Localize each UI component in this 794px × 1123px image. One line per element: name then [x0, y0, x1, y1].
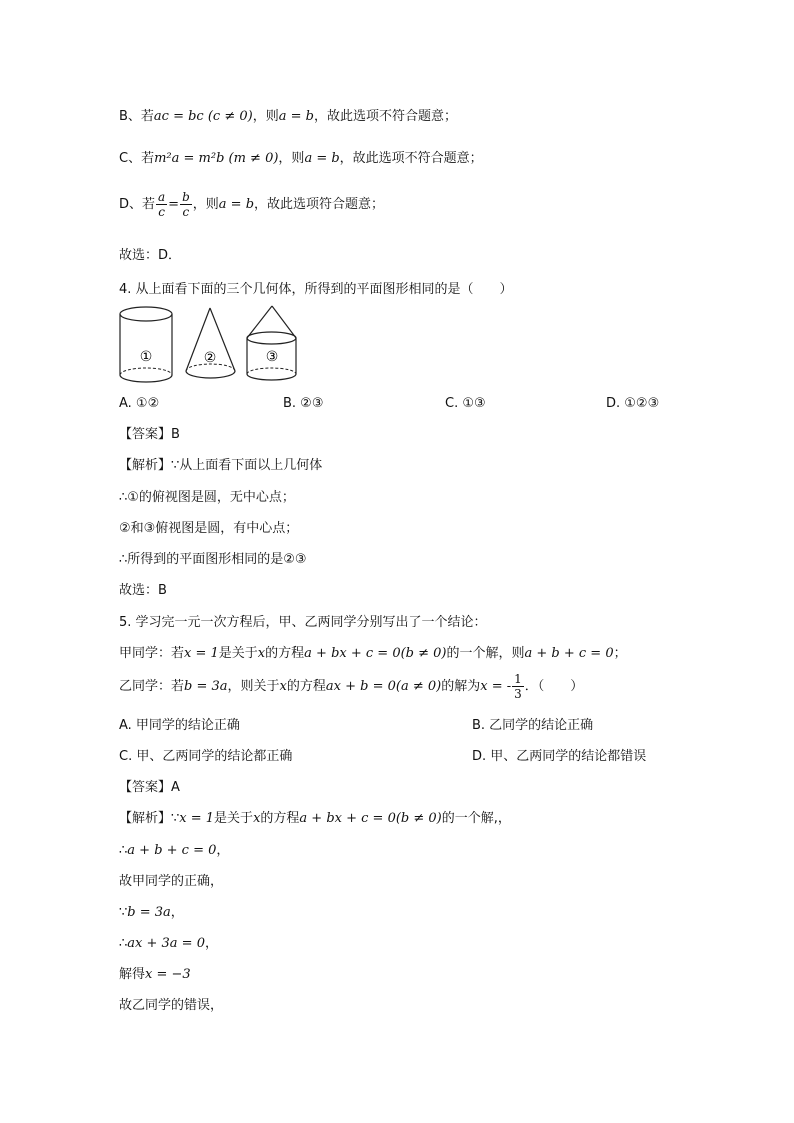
math: x = 1 — [184, 646, 219, 661]
math-result: a = b — [304, 151, 340, 166]
math-equation: m²a = m²b (m ≠ 0) — [154, 151, 279, 166]
text: ，则 — [252, 109, 279, 124]
q5-step-2: 故甲同学的正确， — [119, 874, 224, 889]
q5-step-3 — [119, 904, 184, 922]
math-result: a + b + c = 0 — [524, 646, 614, 661]
text: C、若 — [119, 151, 155, 166]
numerator: b — [182, 190, 190, 204]
text: ，则 — [192, 197, 219, 212]
denominator: 3 — [514, 687, 522, 701]
q4-answer: 【答案】B — [119, 427, 180, 442]
shape-label-3: ③ — [265, 349, 279, 365]
q4-figure — [112, 302, 312, 388]
q5-option-a: A. 甲同学的结论正确 — [119, 718, 240, 733]
equals-sign: = — [168, 197, 180, 212]
option-d-line — [119, 190, 384, 220]
q4-step-3: ∴所得到的平面图形相同的是②③ — [119, 552, 307, 567]
math-equation: ax + 3a = 0 — [127, 936, 205, 951]
cylinder-shape — [120, 307, 172, 382]
q5-answer: 【答案】A — [119, 780, 180, 795]
fraction-one-third — [512, 672, 524, 701]
q4-step-2: ②和③俯视图是圆，有中心点； — [119, 521, 299, 536]
text: ，则 — [278, 151, 305, 166]
q4-step-1: ∴①的俯视图是圆，无中心点； — [119, 490, 295, 505]
conclusion-3: 故选：D． — [119, 248, 182, 263]
text: ，故此选项不符合题意； — [339, 151, 483, 166]
math: b = 3a — [184, 679, 228, 694]
text: 的一个解,， — [441, 811, 511, 826]
text: 解得 — [119, 967, 146, 982]
text: ， — [170, 905, 184, 920]
text: ， — [216, 843, 230, 858]
option-c-line — [119, 150, 483, 168]
math-result: a = b — [218, 197, 255, 212]
fraction-a-over-c — [156, 190, 167, 219]
text: 是关于 — [218, 646, 258, 661]
q5-step-5 — [119, 966, 191, 984]
denominator: c — [182, 205, 190, 219]
math-equation: ac = bc (c ≠ 0) — [153, 109, 253, 124]
q5-step-4 — [119, 935, 218, 953]
q5-stem: 5. 学习完一元一次方程后，甲、乙两同学分别写出了一个结论： — [119, 615, 487, 630]
math: x — [279, 679, 287, 694]
q5-yi-statement — [119, 672, 583, 702]
q5-analysis — [119, 810, 511, 828]
math: x — [257, 646, 266, 661]
text: D、若 — [119, 197, 156, 212]
q4-option-d: D. ①②③ — [606, 396, 660, 411]
math-equation: a + bx + c = 0(b ≠ 0) — [299, 811, 442, 826]
text: ．（ ） — [524, 679, 584, 694]
text: 的一个解，则 — [446, 646, 525, 661]
q5-option-d: D. 甲、乙两同学的结论都错误 — [472, 749, 647, 764]
q5-option-b: B. 乙同学的结论正确 — [472, 718, 594, 733]
math-result: a = b — [278, 109, 314, 124]
math-equation: a + bx + c = 0(b ≠ 0) — [304, 646, 447, 661]
shape-label-2: ② — [203, 350, 217, 366]
option-b-line — [119, 108, 457, 126]
text: ； — [613, 646, 627, 661]
text: B、若 — [119, 109, 154, 124]
math: x — [253, 811, 261, 826]
q5-step-6: 故乙同学的错误， — [119, 998, 224, 1013]
math: x = - — [480, 679, 512, 694]
q4-analysis: 【解析】∵从上面看下面以上几何体 — [119, 458, 323, 473]
text: 的方程 — [260, 811, 300, 826]
q4-stem: 4. 从上面看下面的三个几何体，所得到的平面图形相同的是（ ） — [119, 282, 513, 297]
text: ∴ — [119, 936, 128, 951]
text: 的解为 — [441, 679, 481, 694]
fraction-b-over-c — [180, 190, 192, 219]
q5-jia-statement — [119, 645, 627, 663]
text: ，故此选项不符合题意； — [313, 109, 457, 124]
math: x = 1 — [179, 811, 215, 826]
q4-option-c: C. ①③ — [445, 396, 486, 411]
math-equation: a + b + c = 0 — [127, 843, 217, 858]
text: 乙同学：若 — [119, 679, 185, 694]
q4-choose: 故选：B — [119, 583, 167, 598]
denominator: c — [158, 205, 165, 219]
shape-label-1: ① — [139, 349, 153, 365]
cone-cylinder-shape — [247, 306, 296, 380]
q5-step-1 — [119, 842, 229, 860]
q4-option-b: B. ②③ — [283, 396, 324, 411]
math-equation: ax + b = 0(a ≠ 0) — [325, 679, 442, 694]
text: ，则关于 — [227, 679, 280, 694]
text: 的方程 — [265, 646, 305, 661]
text: ∴ — [119, 843, 128, 858]
numerator: a — [158, 190, 166, 204]
text: 甲同学：若 — [119, 646, 185, 661]
text: ，故此选项符合题意； — [254, 197, 385, 212]
text: ， — [204, 936, 218, 951]
numerator: 1 — [514, 672, 522, 686]
cone-shape — [186, 308, 235, 378]
math-equation: b = 3a — [127, 905, 171, 920]
math-equation: x = −3 — [145, 967, 191, 982]
text: 【解析】∵ — [119, 811, 180, 826]
text: ∵ — [119, 905, 128, 920]
text: 的方程 — [286, 679, 326, 694]
q5-option-c: C. 甲、乙两同学的结论都正确 — [119, 749, 293, 764]
q4-option-a: A. ①② — [119, 396, 160, 411]
text: 是关于 — [214, 811, 254, 826]
